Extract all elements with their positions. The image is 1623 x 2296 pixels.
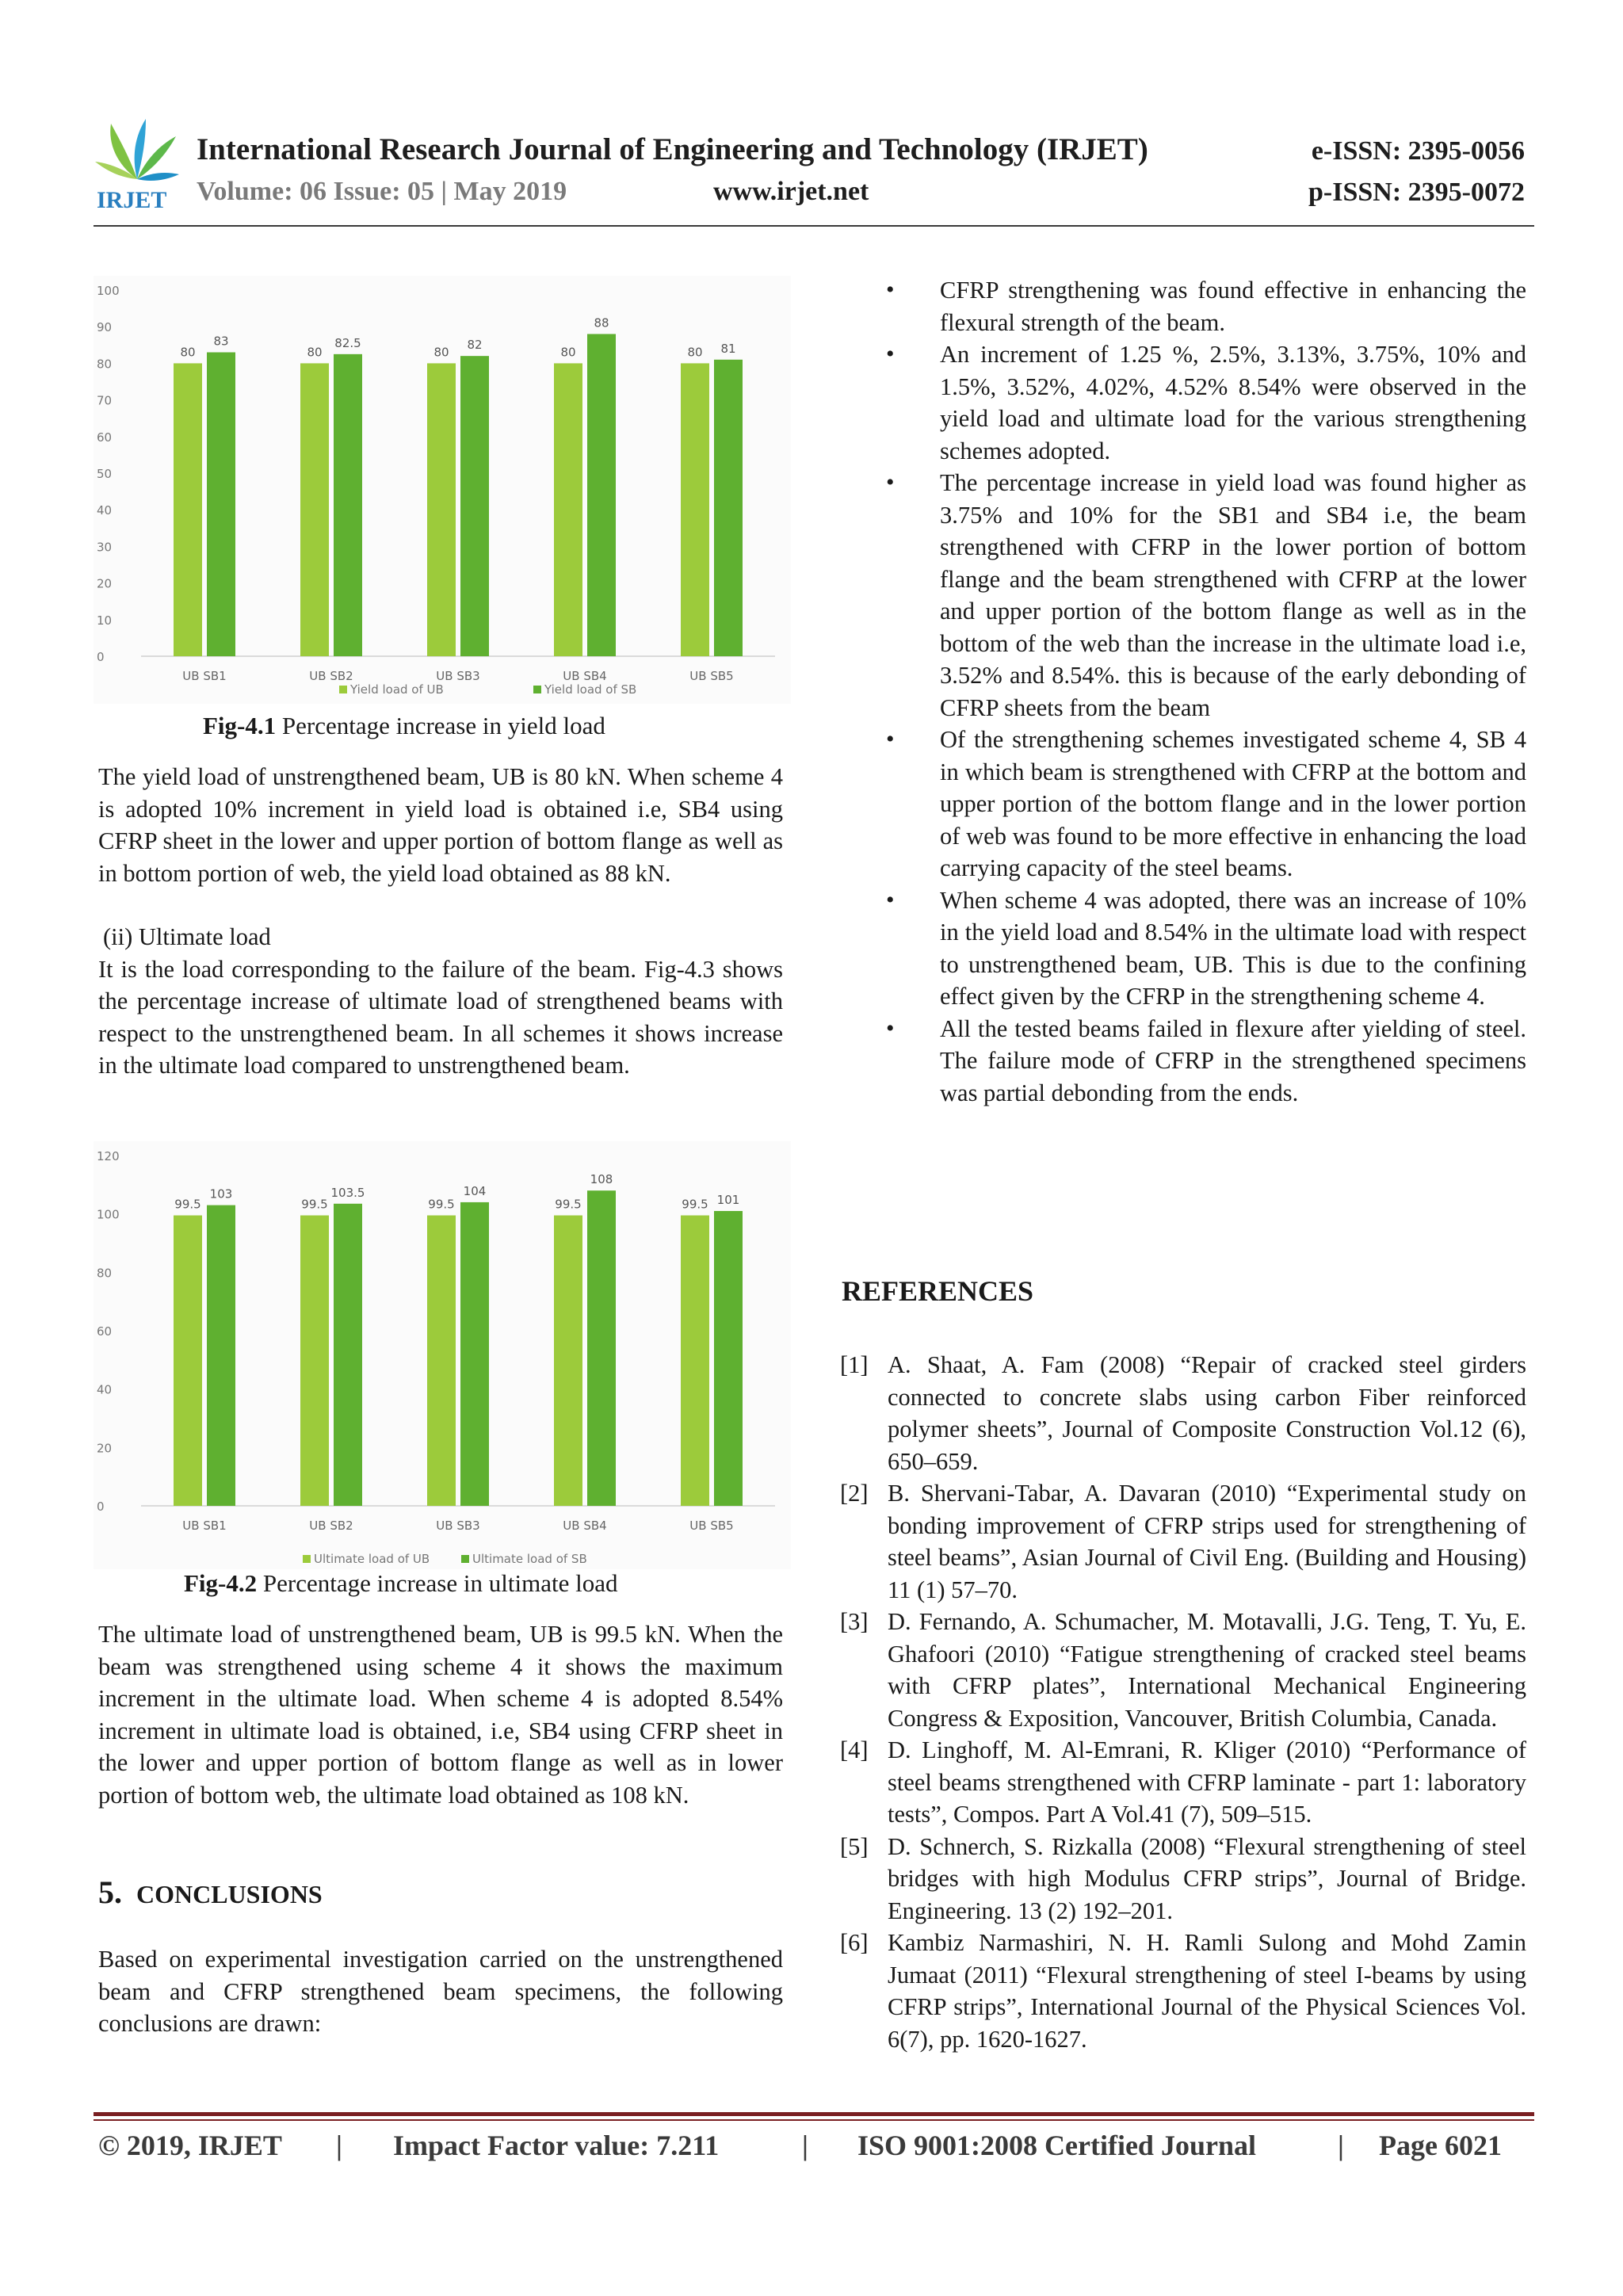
bar-sb — [207, 1205, 235, 1506]
list-item: • When scheme 4 was adopted, there was an increase of 10% in the yield load and 8.54% in the ultimate load with respect to unstrengthened beam, UB. This is due to the confining effect given by the CFRP in the strengthening scheme 4. — [840, 884, 1526, 1013]
data-label: 82.5 — [334, 335, 361, 350]
page-footer — [98, 2129, 1529, 2176]
references-list — [840, 1349, 1526, 2055]
data-label: 108 — [590, 1172, 613, 1187]
reference-number: [1] — [840, 1351, 869, 1378]
bar-ub — [427, 363, 456, 656]
bar-sb — [714, 1211, 743, 1506]
legend-label: Yield load of UB — [350, 682, 444, 697]
reference-number: [5] — [840, 1832, 869, 1860]
header-rule — [94, 225, 1534, 227]
references-heading: REFERENCES — [842, 1275, 1034, 1307]
x-tick-label: UB SB2 — [309, 669, 353, 683]
list-item: • The percentage increase in yield load was found higher as 3.75% and 10% for the SB1 and SB4 i.e, the beam strengthened with CFRP in the lower portion of bottom flange and the beam strengthened with CFRP at the lower and upper portion of the bottom flange as well as in the bottom of the web than the increase in the ultimate load i.e, 3.52% and 8.54%. this is because of the early debonding of CFRP sheets from the beam — [840, 467, 1526, 724]
data-label: 99.5 — [301, 1197, 328, 1212]
fig1-caption-text: Percentage increase in yield load — [281, 712, 605, 739]
section-title: CONCLUSIONS — [136, 1880, 323, 1908]
reference-item — [840, 1831, 1526, 1927]
yield-load-paragraph: The yield load of unstrengthened beam, UB is 80 kN. When scheme 4 is adopted 10% increment in yield load is obtained i.e, SB4 using CFRP sheet in the lower and upper portion of bottom flange as well as in bottom portion of web, the yield load obtained as 88 kN. — [98, 763, 783, 887]
bar-sb — [587, 334, 616, 656]
reference-text: D. Schnerch, S. Rizkalla (2008) “Flexural strengthening of steel bridges with high Modulus CFRP strips”, Journal of Bridge. Engineering. 13 (2) 192–201. — [888, 1832, 1526, 1924]
fig2-caption-text: Percentage increase in ultimate load — [262, 1569, 618, 1597]
y-tick-label: 60 — [97, 430, 113, 445]
ultimate-load-result-paragraph: The ultimate load of unstrengthened beam, UB is 99.5 kN. When the beam was strengthened using scheme 4 it shows the maximum increment in the ultimate load. When scheme 4 is adopted 8.54% increment in ultimate load is obtained, i.e, SB4 using CFRP sheet in the lower and upper portion of bottom flange as well as in lower portion of bottom web, the ultimate load obtained as 108 kN. — [98, 1621, 783, 1809]
list-item: • CFRP strengthening was found effective in enhancing the flexural strength of the beam. — [840, 274, 1526, 338]
y-tick-label: 50 — [97, 467, 113, 481]
fig1-caption — [203, 712, 605, 740]
bar-sb — [587, 1190, 616, 1506]
data-label: 80 — [307, 345, 323, 360]
x-tick-label: UB SB5 — [689, 1519, 734, 1533]
data-label: 104 — [463, 1183, 487, 1198]
y-tick-label: 80 — [97, 357, 113, 372]
reference-text: D. Fernando, A. Schumacher, M. Motavalli, J.G. Teng, T. Yu, E. Ghafoori (2010) “Fatigue strengthening of cracked steel beams with CFRP plates”, International Mechanical Engineering Congress & Exposition, Vancouver, British Columbia, Canada. — [888, 1608, 1526, 1732]
logo-text: IRJET — [97, 187, 167, 212]
x-tick-label: UB SB3 — [436, 1519, 480, 1533]
journal-website[interactable]: www.irjet.net — [713, 177, 869, 206]
legend-swatch — [339, 686, 347, 693]
data-label: 80 — [687, 345, 703, 360]
ultimate-load-paragraph: It is the load corresponding to the failure of the beam. Fig-4.3 shows the percentage increase of ultimate load of strengthened beams with respect to the unstrengthened beam. In all schemes it shows increase in the ultimate load compared to unstrengthened beam. — [98, 955, 783, 1079]
legend-label: Ultimate load of UB — [314, 1552, 430, 1566]
reference-number: [2] — [840, 1480, 869, 1507]
conclusions-heading — [98, 1874, 323, 1911]
y-tick-label: 0 — [97, 650, 105, 664]
fig2-caption-label: Fig-4.2 — [184, 1569, 258, 1597]
footer-separator: | — [336, 2130, 342, 2161]
y-tick-label: 20 — [97, 1441, 113, 1456]
data-label: 99.5 — [428, 1197, 455, 1212]
irjet-logo — [94, 117, 181, 212]
legend-swatch — [461, 1555, 469, 1563]
bar-ub — [300, 363, 329, 656]
x-tick-label: UB SB1 — [182, 1519, 227, 1533]
data-label: 80 — [433, 345, 449, 360]
footer-impact-factor: Impact Factor value: 7.211 — [393, 2130, 720, 2161]
x-tick-label: UB SB1 — [182, 669, 227, 683]
bar-sb — [714, 360, 743, 656]
data-label: 103.5 — [330, 1185, 365, 1200]
y-tick-label: 80 — [97, 1266, 113, 1281]
y-tick-label: 70 — [97, 393, 113, 408]
bar-ub — [300, 1216, 329, 1506]
bar-sb — [207, 353, 235, 656]
data-label: 80 — [180, 345, 196, 360]
right-column-conclusions — [840, 274, 1526, 1109]
bar-sb — [334, 1204, 362, 1506]
ultimate-load-chart — [94, 1141, 791, 1569]
bar-ub — [427, 1216, 456, 1506]
legend-label: Ultimate load of SB — [472, 1552, 587, 1566]
bar-sb — [460, 356, 489, 656]
fig2-caption — [184, 1569, 617, 1598]
bar-ub — [554, 1216, 582, 1506]
reference-text: A. Shaat, A. Fam (2008) “Repair of cracked steel girders connected to concrete slabs using carbon Fiber reinforced polymer sheets”, Journal of Composite Construction Vol.12 (6), 650–659. — [888, 1351, 1526, 1475]
reference-number: [6] — [840, 1929, 869, 1956]
data-label: 81 — [720, 341, 736, 356]
list-item: • All the tested beams failed in flexure after yielding of steel. The failure mode of CFRP in the strengthened specimens was partial debonding from the ends. — [840, 1013, 1526, 1110]
data-label: 88 — [594, 315, 609, 330]
y-tick-label: 120 — [97, 1149, 120, 1163]
reference-item — [840, 1477, 1526, 1606]
footer-separator: | — [802, 2130, 808, 2161]
reference-text: B. Shervani-Tabar, A. Davaran (2010) “Experimental study on bonding improvement of CFRP strips used for strengthening of steel beams”, Asian Journal of Civil Eng. (Building and Housing) 11 (1) 57–70. — [888, 1480, 1526, 1603]
data-label: 82 — [467, 338, 483, 353]
y-tick-label: 0 — [97, 1499, 105, 1514]
data-label: 99.5 — [555, 1197, 582, 1212]
list-item: • An increment of 1.25 %, 2.5%, 3.13%, 3.75%, 10% and 1.5%, 3.52%, 4.02%, 4.52% 8.54% were observed in the yield load and ultimate load for the various strengthening schemes adopted. — [840, 338, 1526, 467]
references-section — [840, 1349, 1526, 2055]
y-tick-label: 40 — [97, 1382, 113, 1397]
y-tick-label: 30 — [97, 540, 113, 555]
reference-number: [3] — [840, 1608, 869, 1635]
yield-load-chart — [94, 276, 791, 704]
journal-volume: Volume: 06 Issue: 05 | May 2019 — [197, 177, 567, 206]
y-tick-label: 90 — [97, 320, 113, 335]
bar-sb — [334, 354, 362, 656]
data-label: 99.5 — [174, 1197, 201, 1212]
y-tick-label: 10 — [97, 613, 113, 628]
left-column-text — [98, 761, 783, 1082]
legend-swatch — [533, 686, 541, 693]
footer-page-number: Page 6021 — [1379, 2130, 1502, 2161]
footer-iso: ISO 9001:2008 Certified Journal — [857, 2130, 1256, 2161]
footer-rule-thick — [94, 2112, 1534, 2116]
fig1-caption-label: Fig-4.1 — [203, 712, 277, 739]
conclusions-list — [840, 274, 1526, 1109]
reference-item — [840, 1927, 1526, 2055]
y-tick-label: 100 — [97, 1207, 120, 1222]
footer-separator: | — [1338, 2130, 1344, 2161]
reference-text: D. Linghoff, M. Al-Emrani, R. Kliger (2010) “Performance of steel beams strengthened with CFRP laminate - part 1: laboratory tests”, Compos. Part A Vol.41 (7), 509–515. — [888, 1736, 1526, 1828]
section-number: 5. — [98, 1874, 122, 1910]
x-tick-label: UB SB4 — [563, 669, 607, 683]
footer-rule-thin — [94, 2119, 1534, 2121]
bar-ub — [681, 363, 709, 656]
reference-number: [4] — [840, 1736, 869, 1763]
data-label: 101 — [716, 1192, 740, 1207]
x-tick-label: UB SB2 — [309, 1519, 353, 1533]
list-item: • Of the strengthening schemes investigated scheme 4, SB 4 in which beam is strengthened with CFRP at the bottom and upper portion of the bottom flange and in the lower portion of web was found to be more effective in enhancing the load carrying capacity of the steel beams. — [840, 724, 1526, 884]
bar-ub — [174, 363, 202, 656]
reference-item — [840, 1349, 1526, 1477]
x-tick-label: UB SB3 — [436, 669, 480, 683]
data-label: 103 — [209, 1186, 233, 1201]
logo-leaves-icon — [95, 119, 179, 181]
journal-title: International Research Journal of Engineering and Technology (IRJET) — [197, 132, 1148, 166]
p-issn: p-ISSN: 2395-0072 — [1308, 178, 1525, 207]
reference-item — [840, 1734, 1526, 1831]
reference-text: Kambiz Narmashiri, N. H. Ramli Sulong and Mohd Zamin Jumaat (2011) “Flexural strengthening of steel I-beams by using CFRP strips”, International Journal of the Physical Sciences Vol. 6(7), pp. 1620-1627. — [888, 1929, 1526, 2053]
e-issn: e-ISSN: 2395-0056 — [1311, 136, 1525, 166]
y-tick-label: 100 — [97, 284, 120, 298]
y-tick-label: 40 — [97, 503, 113, 518]
left-column-text-3 — [98, 1943, 783, 2040]
bar-ub — [681, 1216, 709, 1506]
data-label: 83 — [213, 334, 229, 349]
footer-copyright: © 2019, IRJET — [98, 2130, 282, 2161]
bar-sb — [460, 1202, 489, 1506]
left-column-text-2 — [98, 1618, 783, 1811]
reference-item — [840, 1606, 1526, 1734]
y-tick-label: 60 — [97, 1324, 113, 1339]
ultimate-load-subheading: (ii) Ultimate load — [103, 923, 271, 950]
x-tick-label: UB SB4 — [563, 1519, 607, 1533]
bar-ub — [554, 363, 582, 656]
x-tick-label: UB SB5 — [689, 669, 734, 683]
y-tick-label: 20 — [97, 576, 113, 591]
bar-ub — [174, 1216, 202, 1506]
data-label: 80 — [560, 345, 576, 360]
legend-swatch — [303, 1555, 311, 1563]
legend-label: Yield load of SB — [544, 682, 637, 697]
data-label: 99.5 — [682, 1197, 708, 1212]
conclusions-intro: Based on experimental investigation carried on the unstrengthened beam and CFRP strengthened beam specimens, the following conclusions are drawn: — [98, 1946, 783, 2037]
